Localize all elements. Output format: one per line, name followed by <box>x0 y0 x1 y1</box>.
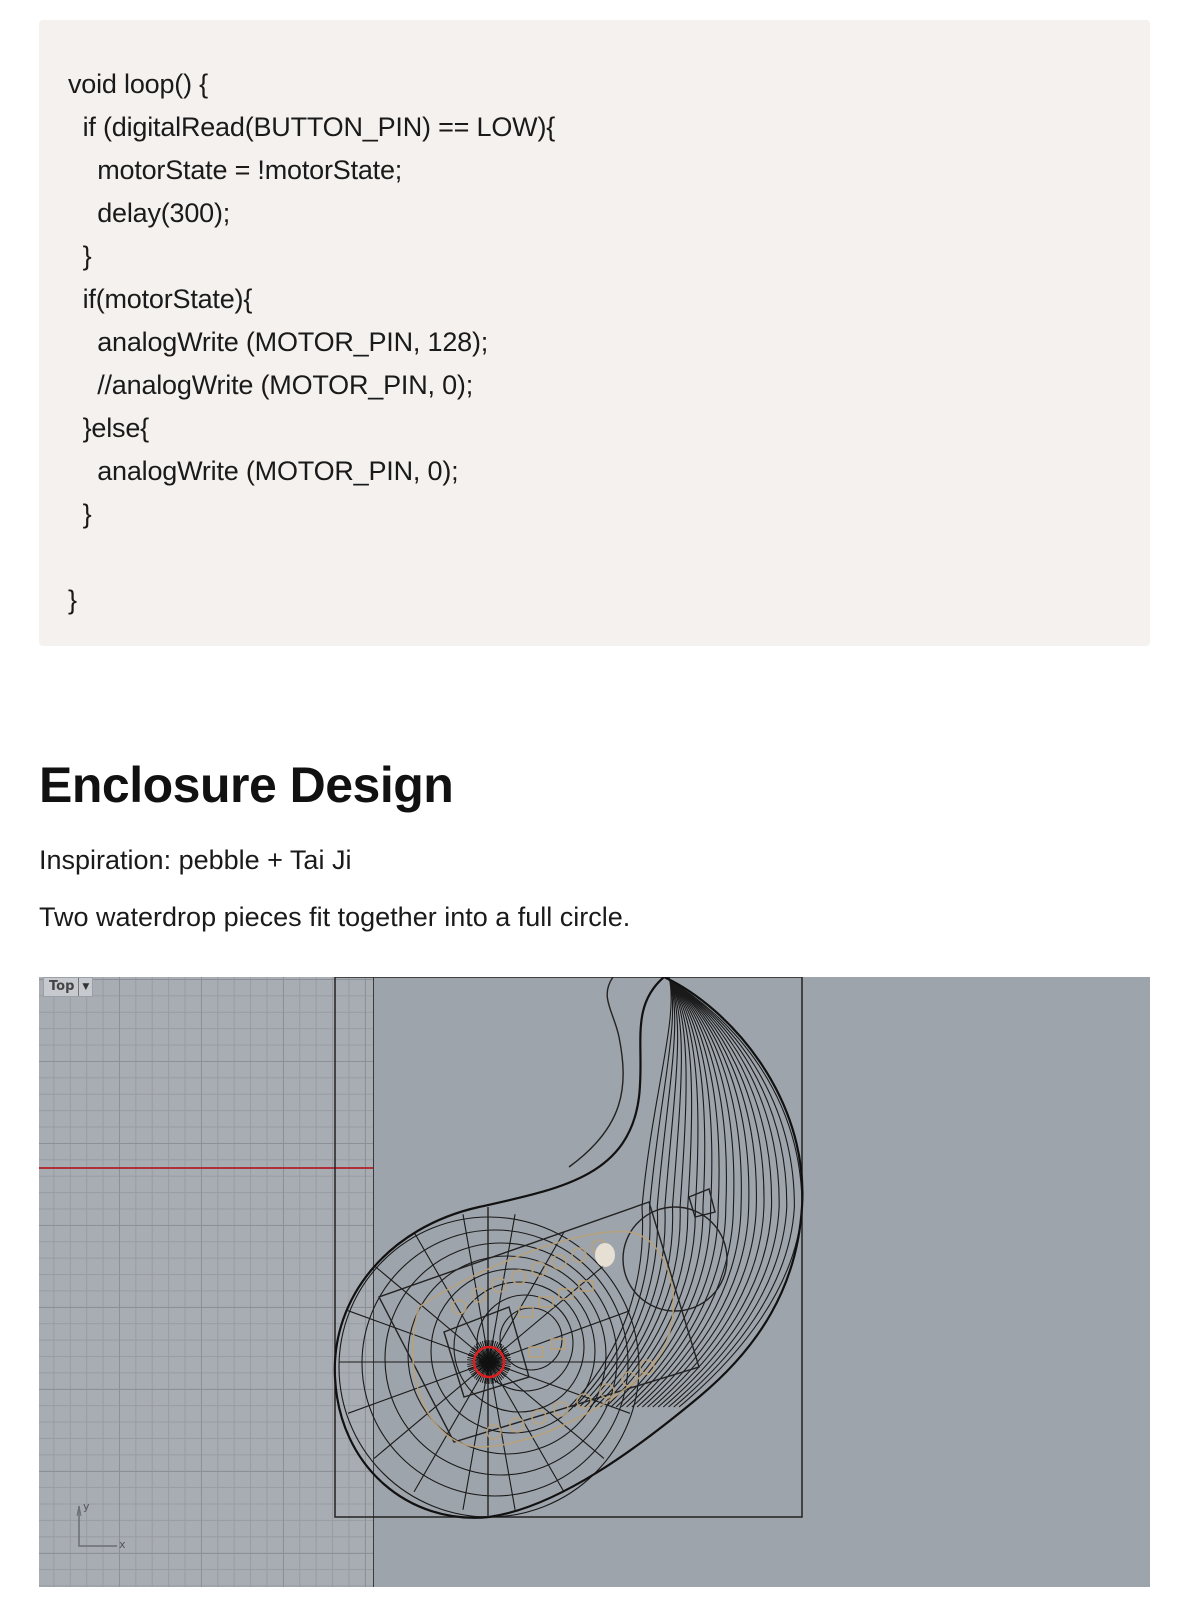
code-line: analogWrite (MOTOR_PIN, 0); <box>68 456 459 486</box>
code-line: delay(300); <box>68 198 231 228</box>
paragraph-description: Two waterdrop pieces fit together into a full circle. <box>39 902 631 932</box>
axis-x-label: x <box>119 1538 126 1551</box>
axis-y-label: y <box>83 1500 90 1513</box>
section-heading: Enclosure Design <box>39 757 454 813</box>
code-line: analogWrite (MOTOR_PIN, 128); <box>68 327 489 357</box>
code-block <box>39 20 1150 646</box>
code-line: } <box>68 241 92 271</box>
code-line: if(motorState){ <box>68 284 253 314</box>
code-line: motorState = !motorState; <box>68 155 403 185</box>
axis-indicator-icon <box>73 1502 133 1562</box>
viewport-view-name: Top <box>49 979 75 994</box>
code-line: if (digitalRead(BUTTON_PIN) == LOW){ <box>68 112 556 142</box>
paragraph-inspiration: Inspiration: pebble + Tai Ji <box>39 845 352 875</box>
viewport-view-selector[interactable] <box>43 977 93 997</box>
code-line: } <box>68 499 92 529</box>
cad-viewport-image <box>39 977 1150 1587</box>
chevron-down-icon[interactable]: ▼ <box>78 978 89 996</box>
waterdrop-wireframe-model <box>39 977 1150 1587</box>
code-line: } <box>68 585 77 615</box>
code-line: void loop() { <box>68 69 208 99</box>
code-line: }else{ <box>68 413 149 443</box>
code-line: //analogWrite (MOTOR_PIN, 0); <box>68 370 474 400</box>
